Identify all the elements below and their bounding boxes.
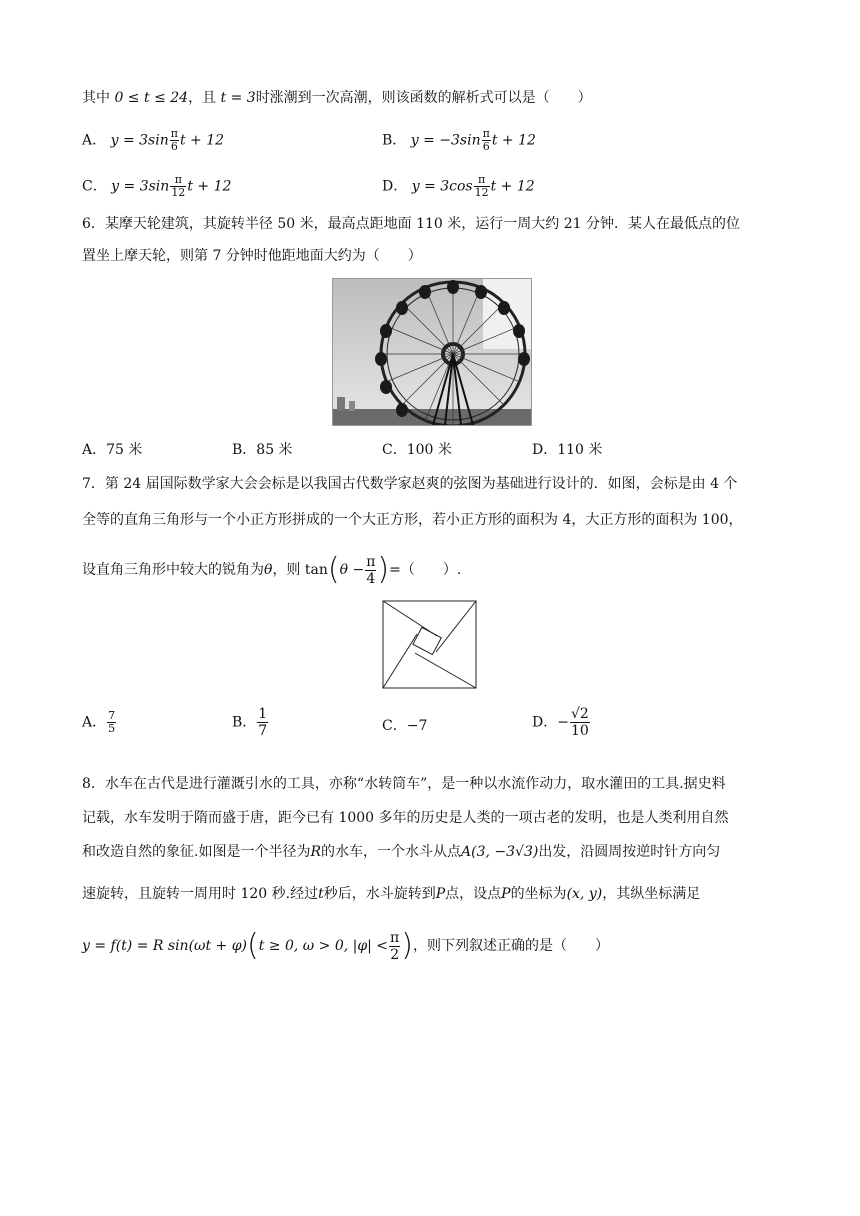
zhao-shuang-string-diagram	[382, 600, 478, 690]
q8-line-1: 8．水车在古代是进行灌溉引水的工具，亦称“水转筒车”，是一种以水流作动力，取水灌田的工具.据史料	[82, 776, 726, 792]
q5-stem: 其中 0 ≤ t ≤ 24，且 t = 3时涨潮到一次高潮，则该函数的解析式可以是（ ）	[82, 90, 592, 106]
q6-option-b: B．85 米	[232, 442, 293, 458]
q8-line-4: 速旋转，且旋转一周用时 120 秒.经过t秒后，水斗旋转到P点，设点P的坐标为(x, y)，其纵坐标满足	[82, 886, 701, 902]
q7-option-d: D．− $\frac{√2}{10}$	[532, 706, 589, 739]
q5-option-c: C． y = 3sin $\frac{\pi}{12}$ t + 12	[82, 173, 232, 199]
q7-option-b: B． $\frac{1}{7}$	[232, 706, 268, 739]
q6-line-2: 置坐上摩天轮，则第 7 分钟时他距地面大约为（ ）	[82, 248, 422, 264]
q7-line-2: 全等的直角三角形与一个小正方形拼成的一个大正方形，若小正方形的面积为 4，大正方形的面积为 100，	[82, 512, 743, 528]
ferris-wheel-photo	[332, 278, 532, 426]
q5-option-a: A． y = 3sin $\frac{\pi}{6}$ t + 12	[82, 127, 225, 153]
q6-option-a: A．75 米	[82, 442, 143, 458]
q7-option-a: A． $\frac{7}{5}$	[82, 709, 116, 735]
q8-line-2: 记载，水车发明于隋而盛于唐，距今已有 1000 多年的历史是人类的一项古老的发明，也是人类利用自然	[82, 810, 729, 826]
q6-option-d: D．110 米	[532, 442, 603, 458]
q6-line-1: 6．某摩天轮建筑，其旋转半径 50 米，最高点距地面 110 米，运行一周大约 21 分钟．某人在最低点的位	[82, 216, 740, 232]
q5-option-b: B． y = −3sin $\frac{\pi}{6}$ t + 12	[382, 127, 536, 153]
q7-line-3: 设直角三角形中较大的锐角为θ，则 tan(θ − $\frac{\pi}{4}$ )=（ ）.	[82, 552, 462, 587]
q7-line-1: 7．第 24 届国际数学家大会会标是以我国古代数学家赵爽的弦图为基础进行设计的．如图，会标是由 4 个	[82, 476, 738, 492]
q6-option-c: C．100 米	[382, 442, 452, 458]
q8-line-5: y = f(t) = R sin(ωt + φ)(t ≥ 0, ω > 0, |φ| < $\frac{\pi}{2}$ )，则下列叙述正确的是（ ）	[82, 928, 609, 963]
q5-option-d: D． y = 3cos $\frac{\pi}{12}$ t + 12	[382, 173, 535, 199]
q7-option-c: C．−7	[382, 718, 428, 734]
q8-line-3: 和改造自然的象征.如图是一个半径为R的水车，一个水斗从点A(3, −3√3)出发，沿圆周按逆时针方向匀	[82, 844, 721, 860]
